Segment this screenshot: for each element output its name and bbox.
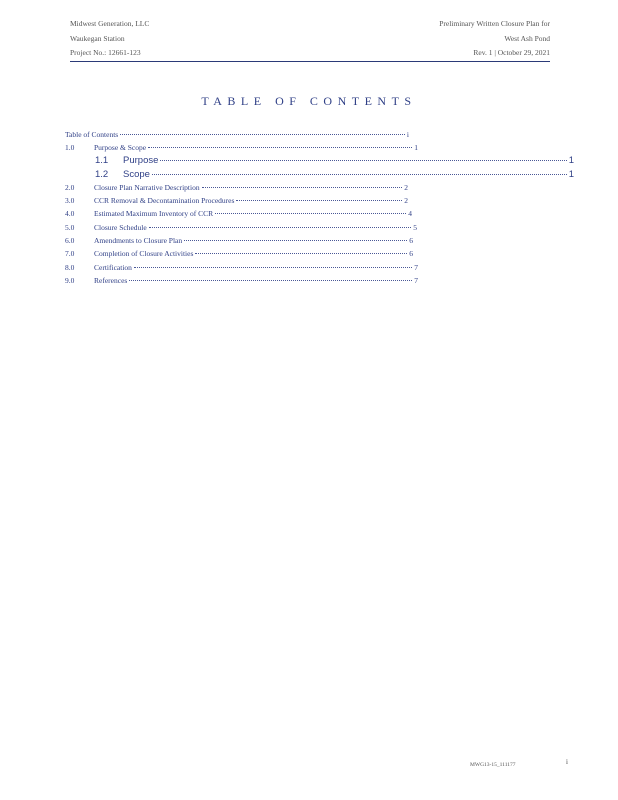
toc-leader-dots — [202, 187, 403, 188]
toc-entry-ccr-removal[interactable] — [65, 196, 408, 208]
toc-entry-text: Completion of Closure Activities — [94, 249, 194, 258]
toc-entry-page: 2 — [404, 183, 408, 192]
toc-entry-page: 7 — [414, 263, 418, 272]
toc-entry-number: 1.1 — [95, 155, 109, 166]
toc-entry-page: 2 — [404, 196, 408, 205]
toc-leader-dots — [184, 240, 407, 241]
toc-entry-completion[interactable] — [65, 249, 413, 261]
toc-entry-closure-schedule[interactable] — [65, 223, 417, 235]
toc-entry-page: 6 — [409, 249, 413, 258]
toc-entry-number: 7.0 — [65, 249, 75, 258]
toc-entry-page: 1 — [414, 143, 418, 152]
toc-entry-page: 7 — [414, 276, 418, 285]
toc-entry-page: i — [406, 130, 409, 139]
toc-entry-text: References — [94, 276, 128, 285]
toc-entry-certification[interactable] — [65, 263, 418, 275]
toc-entry-purpose[interactable] — [95, 155, 574, 168]
toc-entry-number: 6.0 — [65, 236, 75, 245]
toc-leader-dots — [215, 213, 406, 214]
toc-entry-text: Purpose — [123, 155, 159, 166]
header-document-title: Preliminary Written Closure Plan for — [439, 19, 550, 28]
toc-leader-dots — [195, 253, 407, 254]
toc-leader-dots — [152, 174, 567, 175]
toc-entry-amendments[interactable] — [65, 236, 413, 248]
toc-entry-scope[interactable] — [95, 169, 574, 182]
toc-leader-dots — [134, 267, 412, 268]
header-station: Waukegan Station — [70, 34, 125, 43]
toc-entry-number: 1.2 — [95, 169, 109, 180]
footer-document-code: MWG13-15_111177 — [470, 762, 516, 768]
toc-entry-text: Closure Schedule — [94, 223, 147, 232]
toc-entry-purpose-scope[interactable] — [65, 143, 418, 155]
toc-leader-dots — [160, 160, 566, 161]
toc-entry-text: Purpose & Scope — [94, 143, 147, 152]
toc-leader-dots — [129, 280, 412, 281]
footer-page-number: i — [566, 758, 568, 766]
toc-entry-text: Scope — [123, 169, 150, 180]
toc-entry-closure-plan-narrative[interactable] — [65, 183, 408, 195]
toc-entry-page: 5 — [413, 223, 417, 232]
toc-entry-text: CCR Removal & Decontamination Procedures — [94, 196, 235, 205]
toc-entry-estimated-inventory[interactable] — [65, 209, 412, 221]
header-revision: Rev. 1 | October 29, 2021 — [473, 48, 550, 57]
header-site: West Ash Pond — [504, 34, 550, 43]
toc-leader-dots — [236, 200, 402, 201]
toc-entry-number: 8.0 — [65, 263, 75, 272]
toc-entry-page: 4 — [408, 209, 412, 218]
toc-entry-number: 2.0 — [65, 183, 75, 192]
toc-entry-number: 1.0 — [65, 143, 75, 152]
header-project-number: Project No.: 12661-123 — [70, 48, 141, 57]
toc-entry-number: 3.0 — [65, 196, 75, 205]
toc-leader-dots — [149, 227, 412, 228]
toc-entry-text: Estimated Maximum Inventory of CCR — [94, 209, 214, 218]
header-company: Midwest Generation, LLC — [70, 19, 150, 28]
toc-entry-text: Certification — [94, 263, 132, 272]
toc-entry-text: Closure Plan Narrative Description — [94, 183, 200, 192]
toc-entry-references[interactable] — [65, 276, 418, 288]
toc-leader-dots — [148, 147, 412, 148]
page-header — [70, 18, 550, 62]
toc-entry-page: 1 — [568, 169, 574, 180]
toc-entry-page: 6 — [409, 236, 413, 245]
toc-entry-number: 4.0 — [65, 209, 75, 218]
toc-title: TABLE OF CONTENTS — [201, 94, 417, 108]
header-divider — [70, 61, 550, 62]
toc-entry-page: 1 — [568, 155, 574, 166]
toc-entry-number: 5.0 — [65, 223, 75, 232]
toc-entry-text: Table of Contents — [65, 130, 119, 139]
toc-entry-text: Amendments to Closure Plan — [94, 236, 183, 245]
toc-leader-dots — [120, 134, 405, 135]
toc-entry-number: 9.0 — [65, 276, 75, 285]
toc-entry-table-of-contents[interactable] — [65, 130, 409, 142]
